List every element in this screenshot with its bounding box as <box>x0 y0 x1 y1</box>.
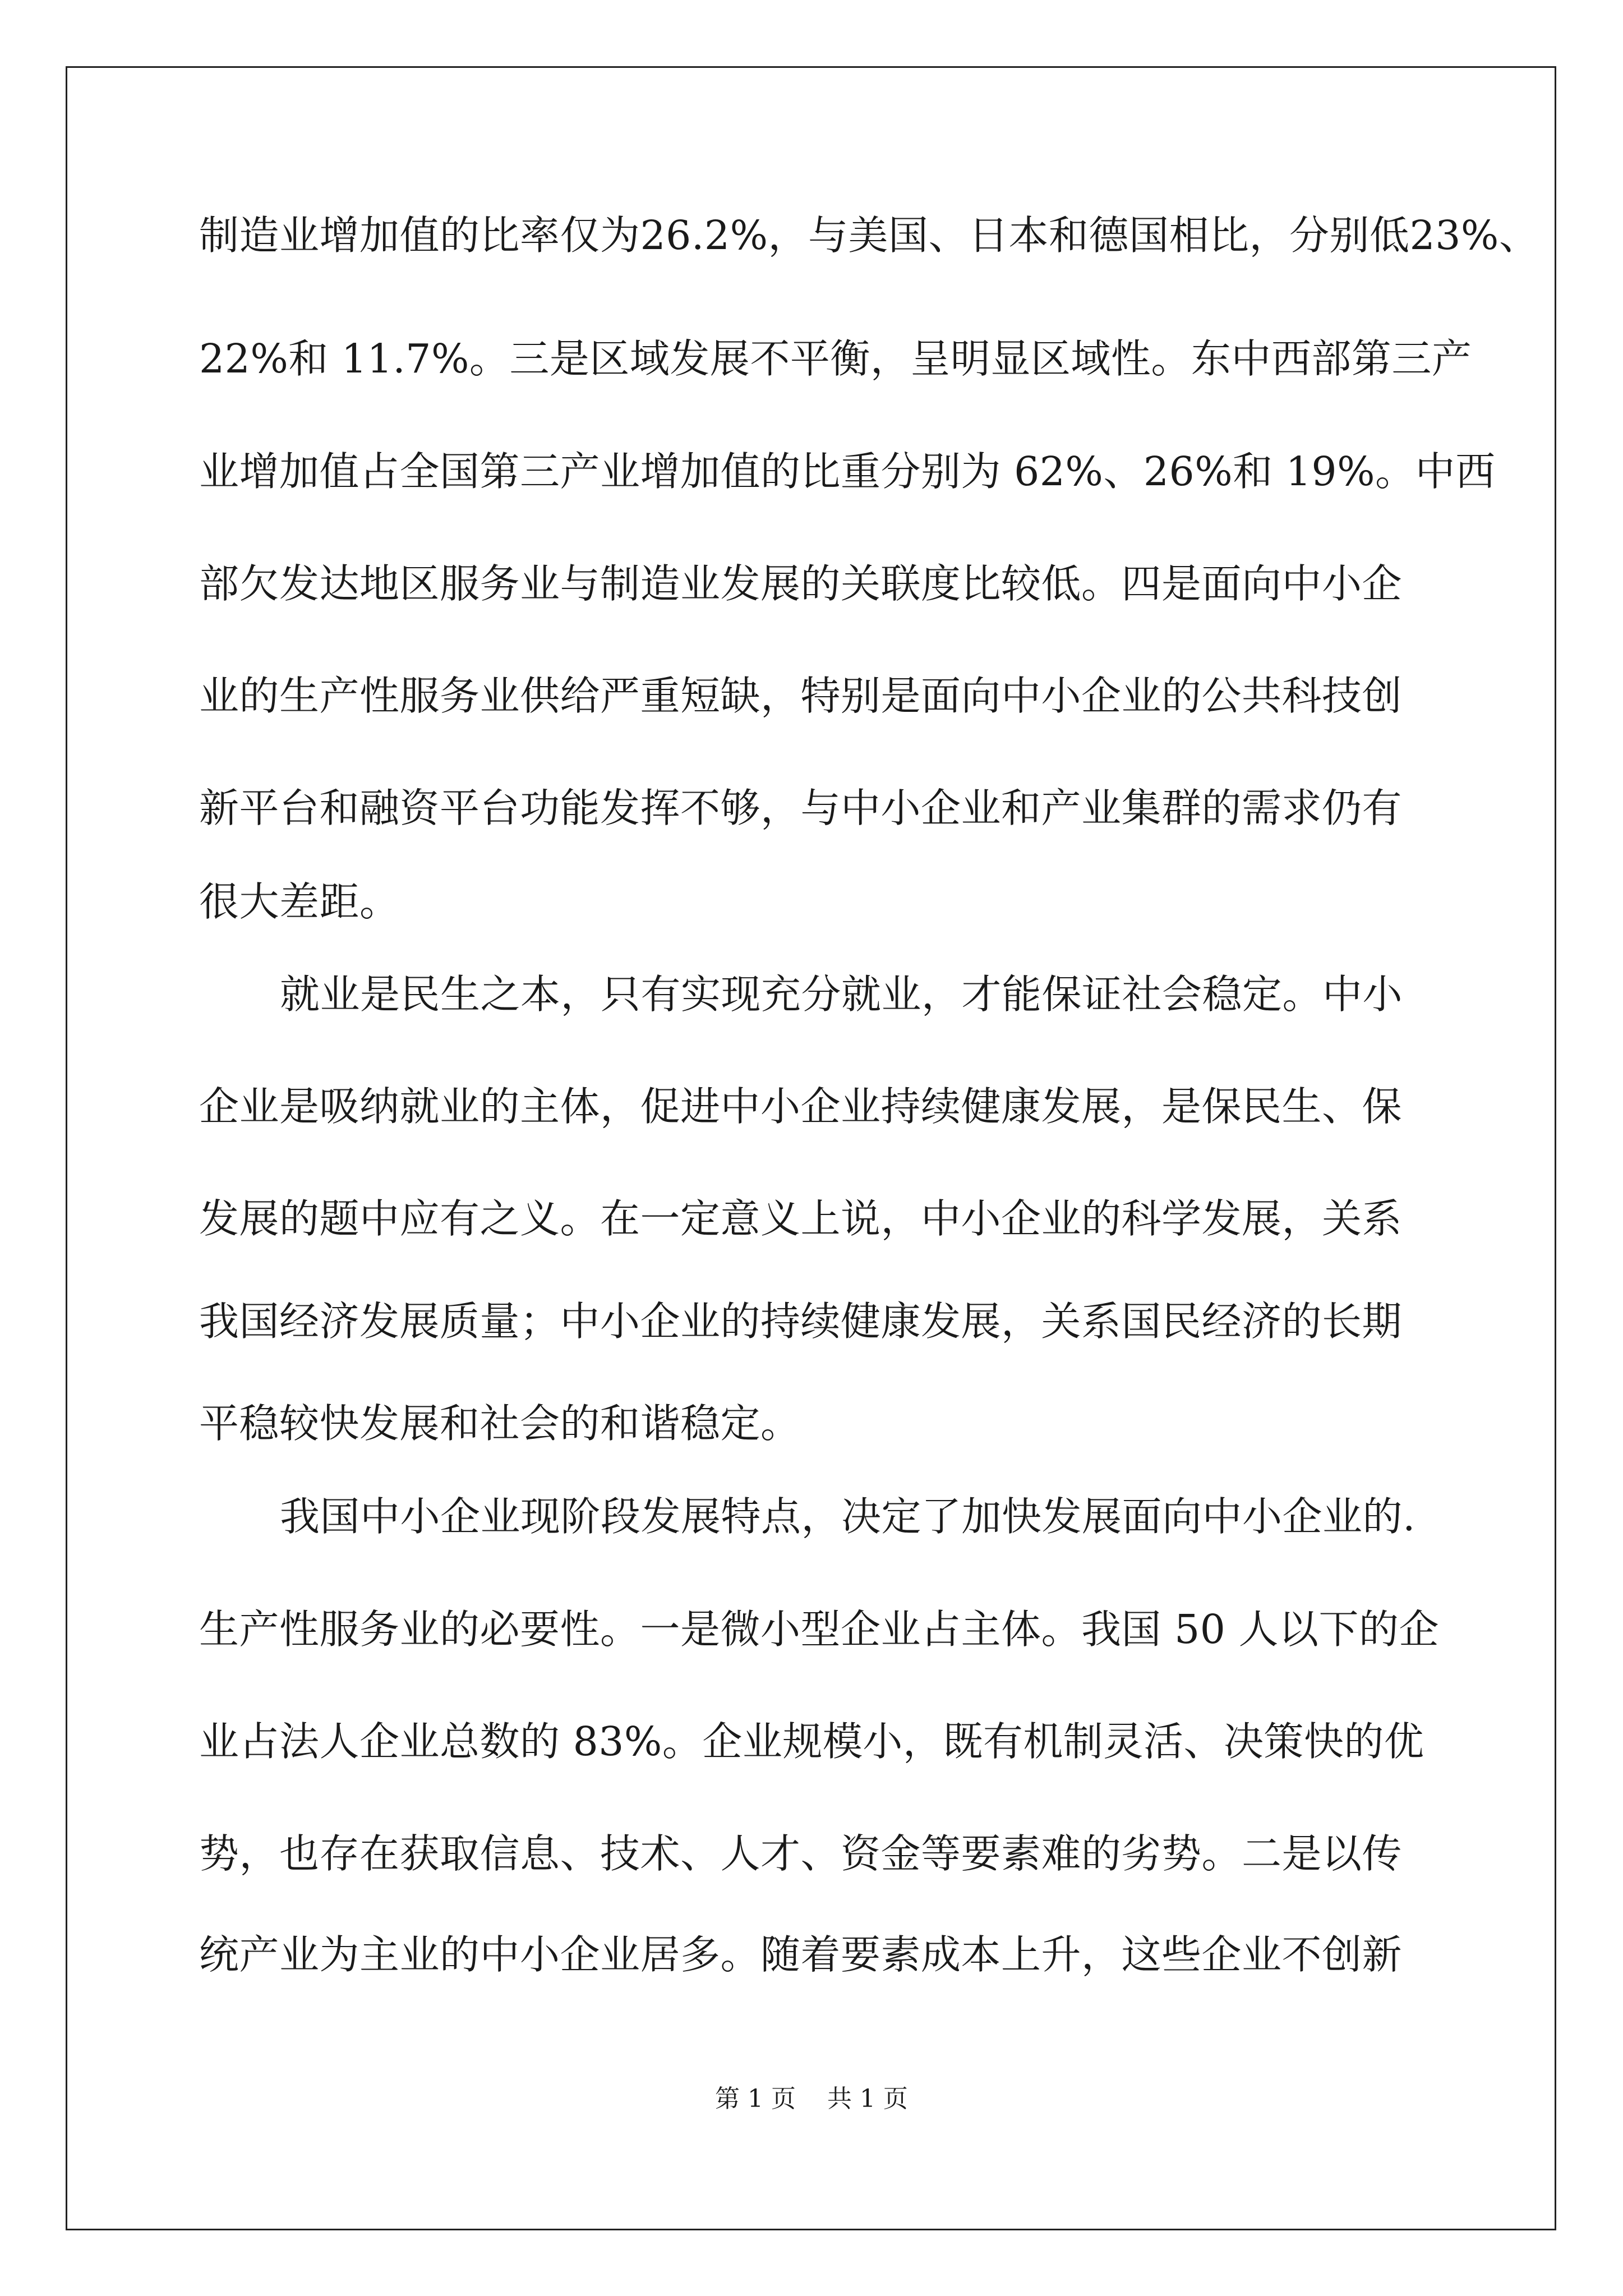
paragraph-first-line: 我国中小企业现阶段发展特点，决定了加快发展面向中小企业的. <box>280 1493 1416 1540</box>
text-line: 业的生产性服务业供给严重短缺，特别是面向中小企业的公共科技创 <box>199 673 1403 719</box>
text-line: 部欠发达地区服务业与制造业发展的关联度比较低。四是面向中小企 <box>199 560 1403 607</box>
text-line: 发展的题中应有之义。在一定意义上说，中小企业的科学发展，关系 <box>199 1195 1403 1242</box>
text-line: 我国经济发展质量；中小企业的持续健康发展，关系国民经济的长期 <box>199 1298 1403 1345</box>
text-line: 制造业增加值的比率仅为26.2%，与美国、日本和德国相比，分别低23%、 <box>199 212 1539 259</box>
text-line: 22%和 11.7%。三是区域发展不平衡，呈明显区域性。东中西部第三产 <box>199 335 1472 382</box>
text-line: 势，也存在获取信息、技术、人才、资金等要素难的劣势。二是以传 <box>199 1830 1403 1877</box>
page-number-footer: 第 1 页 共 1 页 <box>715 2085 908 2113</box>
text-line: 很大差距。 <box>199 878 400 925</box>
text-line: 业占法人企业总数的 83%。企业规模小，既有机制灵活、决策快的优 <box>199 1718 1424 1765</box>
text-line: 业增加值占全国第三产业增加值的比重分别为 62%、26%和 19%。中西 <box>199 448 1496 495</box>
text-line: 新平台和融资平台功能发挥不够，与中小企业和产业集群的需求仍有 <box>199 785 1403 831</box>
text-line: 平稳较快发展和社会的和谐稳定。 <box>199 1400 801 1447</box>
text-line: 统产业为主业的中小企业居多。随着要素成本上升，这些企业不创新 <box>199 1931 1403 1978</box>
text-line: 生产性服务业的必要性。一是微小型企业占主体。我国 50 人以下的企 <box>199 1606 1439 1653</box>
paragraph-first-line: 就业是民生之本，只有实现充分就业，才能保证社会稳定。中小 <box>280 971 1403 1018</box>
page-border <box>66 66 1556 2230</box>
text-line: 企业是吸纳就业的主体，促进中小企业持续健康发展，是保民生、保 <box>199 1083 1403 1130</box>
